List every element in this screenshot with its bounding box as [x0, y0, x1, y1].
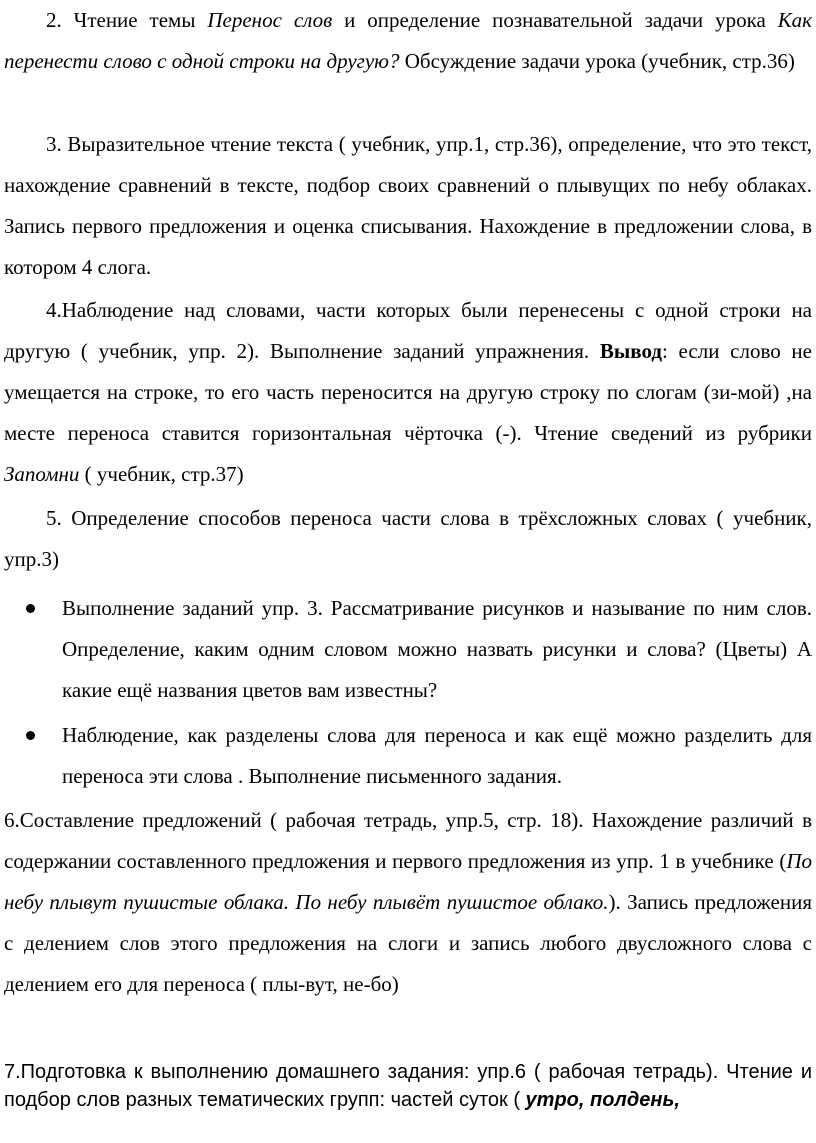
bullet-icon	[26, 731, 35, 740]
p4-rubric: Запомни	[4, 462, 80, 486]
p2-text-b: и определение познавательной задачи урока	[332, 8, 778, 32]
p6-text-a: 6.Составление предложений ( рабочая тетрадь, упр.5, стр. 18). Нахождение различий в содержании составленного предложения и первого предложения из упр. 1 в учебнике (	[4, 808, 812, 873]
p5-text: 5. Определение способов переноса части слова в трёхсложных словах ( учебник, упр.3)	[4, 506, 812, 571]
p6-text-b: ). Запись предложения с делением слов этого предложения на слоги и запись любого двусложного слова с делением его для переноса ( плы-вут, не-бо)	[4, 890, 812, 996]
p3-text: 3. Выразительное чтение текста ( учебник, упр.1, стр.36), определение, что это текст, нахождение сравнений в тексте, подбор своих сравнений о плывущих по небу облаках. Запись первого предложения и оценка списывания. Нахождение в предложении слова, в котором 4 слога.	[4, 132, 812, 279]
bullet-icon	[26, 604, 35, 613]
paragraph-7	[4, 1058, 812, 1114]
list-item	[0, 715, 812, 797]
p7-examples: утро, полдень,	[525, 1089, 680, 1111]
bullet-list	[0, 588, 816, 801]
paragraph-2	[4, 0, 812, 82]
p4-conclusion-label: Вывод	[599, 339, 663, 363]
p2-text-a: 2. Чтение темы	[46, 8, 208, 32]
paragraph-6	[4, 800, 812, 1005]
list-item	[0, 588, 812, 711]
p6-examples: По небу плывут пушистые облака. По небу плывёт пушистое облако.	[4, 849, 812, 914]
paragraph-5	[4, 498, 812, 580]
p4-text-a: 4.Наблюдение над словами, части которых были перенесены с одной строки на другую ( учебник, упр. 2). Выполнение заданий упражнения.	[4, 298, 812, 363]
p4-text-b: : если слово не умещается на строке, то его часть переносится на другую строку по слогам (зи-мой) ,на месте переноса ставится горизонтальная чёрточка (-). Чтение сведений из рубрики	[4, 339, 812, 445]
bullet-text: Выполнение заданий упр. 3. Рассматривание рисунков и называние по ним слов. Определение, каким одним словом можно назвать рисунки и слова? (Цветы) А какие ещё названия цветов вам известны?	[62, 596, 812, 702]
p7-text-a: 7.Подготовка к выполнению домашнего задания: упр.6 ( рабочая тетрадь). Чтение и подбор слов разных тематических групп: частей суток (	[4, 1061, 812, 1111]
p2-text-c: Обсуждение задачи урока (учебник, стр.36)	[399, 49, 795, 73]
paragraph-4	[4, 290, 812, 495]
p2-task: Как перенести слово с одной строки на другую?	[4, 8, 812, 73]
p2-topic: Перенос слов	[207, 8, 333, 32]
paragraph-3	[4, 124, 812, 288]
bullet-text: Наблюдение, как разделены слова для переноса и как ещё можно разделить для переноса эти слова . Выполнение письменного задания.	[62, 723, 812, 788]
p4-text-c: ( учебник, стр.37)	[79, 462, 244, 486]
